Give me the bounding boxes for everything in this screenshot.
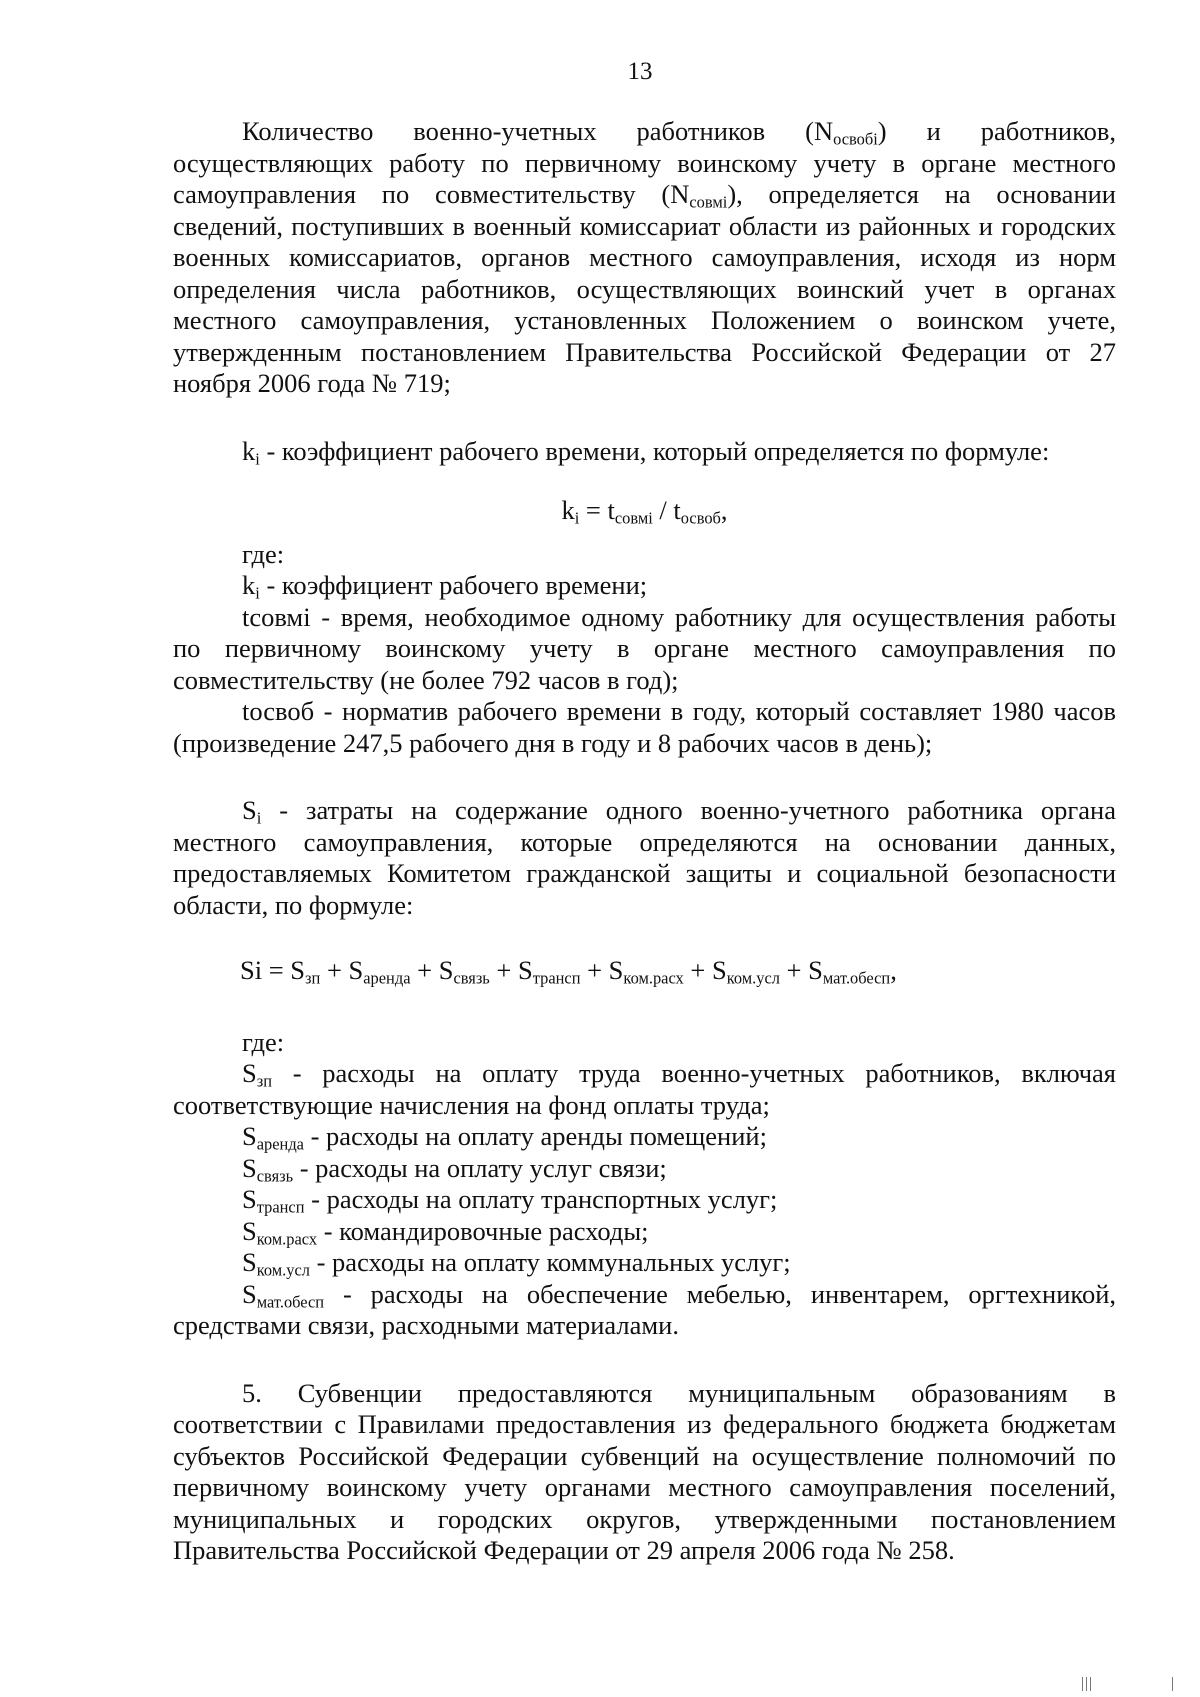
definition-k: $k_i$ - коэффициент рабочего времени; bbox=[242, 570, 648, 603]
definition-s-zp: $S_{зп}$ - расходы на оплату труда военно-учетных работников, включая соответствующие начисления на фонд оплаты труда; bbox=[173, 1058, 1116, 1120]
scan-mark bbox=[1090, 1677, 1091, 1691]
formula-coefficient: $k_i = t_{совмi} / t_{освоб}$, bbox=[561, 495, 728, 528]
definition-s-arenda: $S_{аренда}$ - расходы на оплату аренды помещений; bbox=[242, 1121, 767, 1154]
definition-s-svyaz: $S_{связь}$ - расходы на оплату услуг связи; bbox=[242, 1152, 667, 1186]
definition-s-kom-usl: $S_{ком.усл}$ - расходы на оплату коммунальных услуг; bbox=[242, 1247, 791, 1280]
where-label: где: bbox=[242, 538, 285, 569]
paragraph-coefficient-intro: $k_i$ - коэффициент рабочего времени, который определяется по формуле: bbox=[242, 435, 1050, 469]
definition-s-mat-obesp: $S_{мат.обесп}$ - расходы на обеспечение мебелью, инвентарем, оргтехникой, средствами связи, расходными материалами. bbox=[173, 1278, 1116, 1340]
scan-mark bbox=[1172, 1677, 1173, 1691]
paragraph-worker-count: Количество военно-учетных работников $(N_{освобi})$ и работников, осуществляющих работу по первичному воинскому учету в органе местного самоуправления по совместительству $(N_{совмi})$, определяется на основании сведений, поступивших в военный комиссариат области из районных и городских военных комиссариатов, органов местного самоуправления, исходя из норм определения числа работников, осуществляющих воинский учет в органах местного самоуправления, установленных Положением о воинском учете, утвержденным постановлением Правительства Российской Федерации от 27 ноября 2006 года № 719; bbox=[173, 116, 1116, 398]
page-number: 13 bbox=[627, 58, 653, 85]
paragraph-subventions: 5. Субвенции предоставляются муниципальным образованиям в соответствии с Правилами предоставления из федерального бюджета бюджетам субъектов Российской Федерации субвенций на осуществление полномочий по первичному воинскому учету органами местного самоуправления поселений, муниципальных и городских округов, утвержденными постановлением Правительства Российской Федерации от 29 апреля 2006 года № 258. bbox=[173, 1377, 1116, 1565]
scan-mark bbox=[1086, 1677, 1087, 1691]
formula-si: $Si = S_{зп} + S_{аренда} + S_{связь} + S_{трансп} + S_{ком.расх} + S_{ком.усл} + S_{мат.обесп}$, bbox=[240, 955, 897, 988]
definition-t-covm: tсовмi - время, необходимое одному работнику для осуществления работы по первичному воинскому учету в органе местного самоуправления по совместительству (не более 792 часов в год); bbox=[173, 601, 1116, 695]
scan-mark bbox=[1082, 1677, 1083, 1691]
document-body bbox=[173, 116, 1116, 1567]
definition-s-kom-rash: $S_{ком.расх}$ - командировочные расходы; bbox=[242, 1215, 649, 1249]
paragraph-si-intro: $S_i$ - затраты на содержание одного военно-учетного работника органа местного самоуправления, которые определяются на основании данных, предоставляемых Комитетом гражданской защиты и социальной безопасности области, по формуле: bbox=[173, 795, 1116, 920]
where-label-2: где: bbox=[242, 1026, 285, 1057]
definition-t-osvob: tосвоб - норматив рабочего времени в году, который составляет 1980 часов (произведение 247,5 рабочего дня в году и 8 рабочих часов в день); bbox=[173, 696, 1116, 758]
definition-s-transp: $S_{трансп}$ - расходы на оплату транспортных услуг; bbox=[242, 1184, 778, 1217]
